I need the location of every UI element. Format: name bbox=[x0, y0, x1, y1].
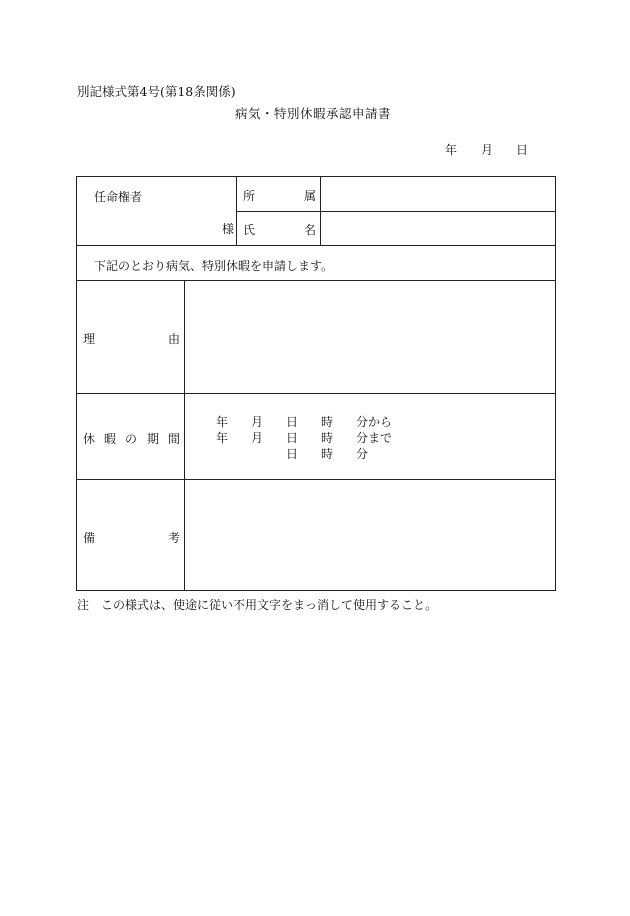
period-row-1-day: 日 bbox=[286, 415, 299, 429]
name-label-2: 名 bbox=[304, 223, 317, 237]
divider bbox=[77, 280, 555, 281]
period-row-1-year: 年 bbox=[216, 415, 229, 429]
period-row-2-hour: 時 bbox=[321, 431, 334, 445]
sama-label: 様 bbox=[222, 222, 235, 236]
divider bbox=[184, 280, 185, 590]
period-row-1-minute: 分から bbox=[356, 415, 393, 429]
period-row-2-month: 月 bbox=[251, 431, 264, 445]
remarks-label-2: 考 bbox=[168, 531, 181, 545]
statement-text: 下記のとおり病気、特別休暇を申請します。 bbox=[94, 259, 334, 273]
date-year-label: 年 bbox=[445, 143, 458, 157]
name-label-1: 氏 bbox=[243, 223, 256, 237]
reason-label-1: 理 bbox=[83, 332, 96, 346]
period-row-1-hour: 時 bbox=[321, 415, 334, 429]
date-day-label: 日 bbox=[516, 143, 529, 157]
period-row-3-minute: 分 bbox=[356, 447, 369, 461]
period-label-4: 期 bbox=[147, 432, 160, 446]
divider bbox=[77, 479, 555, 480]
affiliation-label-1: 所 bbox=[243, 189, 256, 203]
period-row-2-year: 年 bbox=[216, 431, 229, 445]
divider bbox=[77, 393, 555, 394]
divider bbox=[77, 245, 555, 246]
period-row-1-month: 月 bbox=[251, 415, 264, 429]
divider bbox=[320, 177, 321, 245]
period-label-2: 暇 bbox=[104, 432, 117, 446]
reason-label-2: 由 bbox=[168, 332, 181, 346]
application-form bbox=[76, 176, 556, 591]
period-label-5: 間 bbox=[168, 432, 181, 446]
divider bbox=[236, 211, 555, 212]
remarks-label-1: 備 bbox=[83, 531, 96, 545]
affiliation-label-2: 属 bbox=[304, 189, 317, 203]
period-row-2-minute: 分まで bbox=[356, 431, 393, 445]
date-month-label: 月 bbox=[481, 143, 494, 157]
usage-note: 注 この様式は、使途に従い不用文字をまっ消して使用すること。 bbox=[77, 598, 438, 612]
divider bbox=[236, 177, 237, 245]
appointer-label: 任命権者 bbox=[94, 190, 143, 204]
form-reference: 別記様式第4号(第18条関係) bbox=[77, 84, 236, 99]
period-row-3-day: 日 bbox=[286, 447, 299, 461]
period-label-3: の bbox=[125, 432, 138, 446]
document-title: 病気・特別休暇承認申請書 bbox=[235, 106, 392, 121]
period-row-2-day: 日 bbox=[286, 431, 299, 445]
period-label-1: 休 bbox=[83, 432, 96, 446]
period-row-3-hour: 時 bbox=[321, 447, 334, 461]
